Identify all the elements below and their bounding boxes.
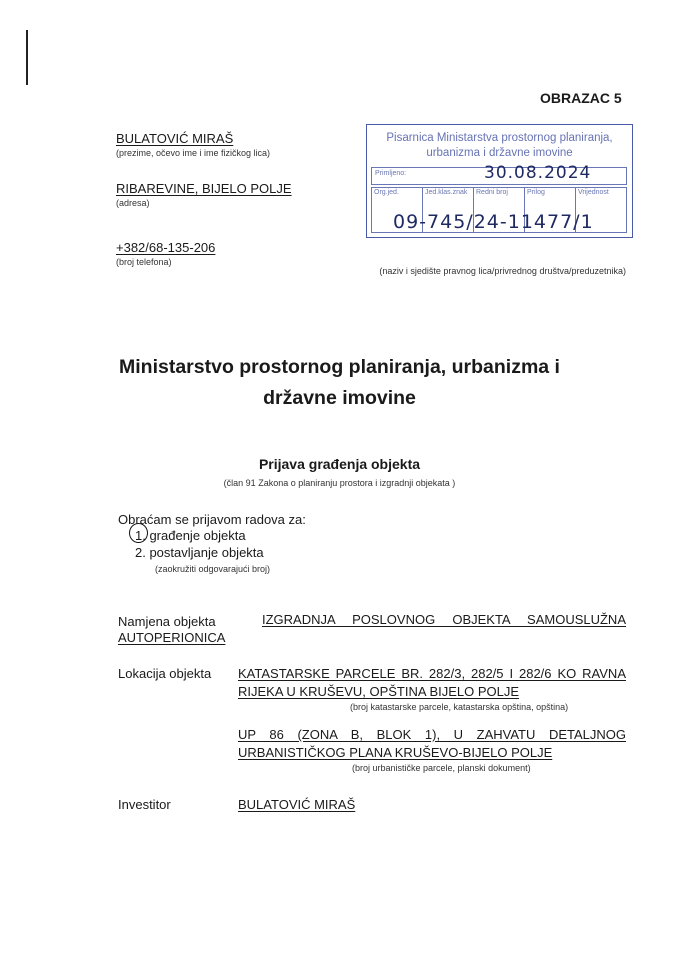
option-hint: (zaokružiti odgovarajući broj) — [155, 564, 271, 574]
applicant-address: RIBAREVINE, BIJELO POLJE — [116, 181, 292, 196]
stamp-registration-number: 09-745/24-11477/1 — [393, 211, 594, 233]
request-intro: Obraćam se prijavom radova za: — [118, 512, 306, 527]
stamp-number-label: Redni broj — [474, 188, 525, 232]
registry-stamp — [366, 124, 633, 238]
legal-basis: (član 91 Zakona o planiranju prostora i izgradnji objekata ) — [223, 478, 456, 488]
applicant-address-caption: (adresa) — [116, 198, 150, 208]
purpose-label: Namjena objekta — [118, 614, 216, 629]
location-caption: (broj katastarske parcele, katastarska opština, opština) — [350, 702, 569, 712]
stamp-class-label: Jed.klas.znak — [423, 188, 474, 232]
applicant-phone: +382/68-135-206 — [116, 240, 216, 255]
stamp-title-line1: Pisarnica Ministarstva prostornog planiranja, — [386, 132, 613, 144]
legal-entity-caption: (naziv i sjedište pravnog lica/privrednog društva/preduzetnika) — [379, 266, 626, 276]
document-title: Prijava građenja objekta — [258, 456, 421, 472]
investor-label: Investitor — [118, 797, 171, 812]
location-line1: KATASTARSKE PARCELE BR. 282/3, 282/5 I 282/6 KO RAVNA — [238, 666, 626, 681]
scan-mark — [26, 30, 28, 85]
stamp-title — [367, 131, 632, 161]
applicant-phone-caption: (broj telefona) — [116, 257, 172, 267]
ministry-line2: državne imovine — [263, 387, 416, 409]
stamp-received-row — [371, 163, 627, 185]
applicant-name-caption: (prezime, očevo ime i ime fizičkog lica) — [116, 148, 271, 158]
stamp-value-label: Vrijednost — [578, 189, 609, 196]
stamp-org-unit-label: Org.jed. — [372, 188, 423, 232]
purpose-value-line1: IZGRADNJA POSLOVNOG OBJEKTA SAMOUSLUŽNA — [262, 612, 626, 627]
plan-line1: UP 86 (ZONA B, BLOK 1), U ZAHVATU DETALJNOG — [238, 727, 626, 742]
form-code: OBRAZAC 5 — [540, 90, 622, 106]
stamp-attachment-label: Prilog — [525, 188, 576, 232]
purpose-value-line2: AUTOPERIONICA — [118, 630, 226, 645]
ministry-line1: Ministarstvo prostornog planiranja, urbanizma i — [119, 356, 560, 378]
stamp-title-line2: urbanizma i državne imovine — [426, 147, 573, 159]
stamp-received-date: 30.08.2024 — [484, 163, 592, 183]
option-installation: 2. postavljanje objekta — [135, 545, 264, 560]
ministry-name — [0, 352, 679, 414]
plan-caption: (broj urbanističke parcele, planski dokument) — [352, 763, 531, 773]
option-construction: 1. građenje objekta — [135, 528, 246, 543]
applicant-name: BULATOVIĆ MIRAŠ — [116, 131, 234, 146]
investor-value: BULATOVIĆ MIRAŠ — [238, 797, 356, 812]
location-label: Lokacija objekta — [118, 666, 212, 681]
location-line2: RIJEKA U KRUŠEVU, OPŠTINA BIJELO POLJE — [238, 684, 520, 699]
plan-line2: URBANISTIČKOG PLANA KRUŠEVO-BIJELO POLJE — [238, 745, 553, 760]
stamp-received-label: Primljeno: — [375, 170, 407, 177]
